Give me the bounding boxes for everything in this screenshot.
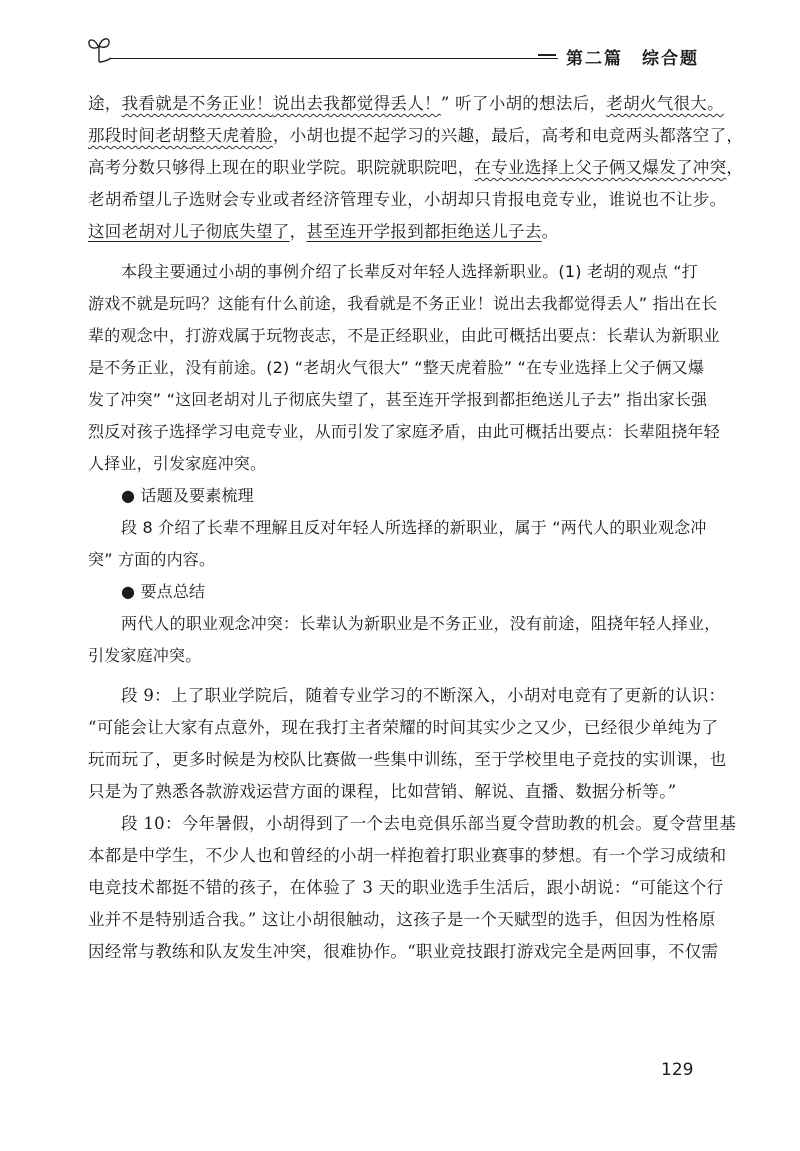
header-dash xyxy=(538,54,556,56)
analysis-line: 辈的观念中，打游戏属于玩物丧志，不是正经职业，由此可概括出要点：长辈认为新职业 xyxy=(88,326,720,345)
page-number: 129 xyxy=(661,1060,694,1080)
text-span: 。 xyxy=(541,222,559,241)
paragraph-9-line: 只是为了熟悉各款游戏运营方面的课程，比如营销、解说、直播、数据分析等。” xyxy=(88,782,677,801)
underlined-phrase: 甚至连开学报到都拒绝送儿子去 xyxy=(306,222,542,241)
analysis-line: 游戏不就是玩吗？这能有什么前途，我看就是不务正业！说出去我都觉得丢人” 指出在长 xyxy=(88,294,718,313)
text-line xyxy=(88,88,724,120)
text-line: 老胡希望儿子选财会专业或者经济管理专业，小胡却只肯报电竞专业，谁说也不让步。 xyxy=(88,190,727,209)
header-rule xyxy=(110,58,558,59)
wavy-underlined-phrase: 整天虎着脸 xyxy=(188,126,273,145)
text-line xyxy=(88,152,744,184)
underlined-phrase: 这回老胡对儿子彻底失望了 xyxy=(88,222,290,241)
analysis-line: 烈反对孩子选择学习电竞专业，从而引发了家庭矛盾，由此可概括出要点：长辈阻挠年轻 xyxy=(88,422,720,441)
text-line xyxy=(88,216,702,248)
topic-line: 段 8 介绍了长辈不理解且反对年轻人所选择的新职业，属于 “两代人的职业观念冲 xyxy=(121,518,707,537)
text-line xyxy=(88,120,744,152)
text-span: ” 听了小胡的想法后， xyxy=(440,94,607,113)
wavy-underlined-phrase: 在专业选择上父子俩又爆发了冲突 xyxy=(474,158,727,177)
wavy-underlined-phrase: 我看就是不务正业！ xyxy=(121,94,273,113)
body-text xyxy=(88,88,744,968)
topic-heading: ● 话题及要素梳理 xyxy=(121,486,254,505)
paragraph-9-line: 玩而玩了，更多时候是为校队比赛做一些集中训练，至于学校里电子竞技的实训课，也 xyxy=(88,750,727,769)
wavy-underlined-phrase: 老胡火气很大。 xyxy=(606,94,724,113)
analysis-line: 发了冲突” “这回老胡对儿子彻底失望了，甚至连开学报到都拒绝送儿子去” 指出家长强 xyxy=(88,390,708,409)
text-span: 途， xyxy=(88,94,122,113)
analysis-line: 是不务正业，没有前途。(2) “老胡火气很大” “整天虎着脸” “在专业选择上父子俩又爆 xyxy=(88,358,705,377)
topic-line: 突” 方面的内容。 xyxy=(88,550,216,569)
sprout-icon xyxy=(86,30,112,64)
summary-line: 引发家庭冲突。 xyxy=(88,646,202,665)
text-span: 高考分数只够得上现在的职业学院。职院就职院吧， xyxy=(88,158,475,177)
paragraph-10-line: 本都是中学生，不少人也和曾经的小胡一样抱着打职业赛事的梦想。有一个学习成绩和 xyxy=(88,846,727,865)
paragraph-10-line: 电竞技术都挺不错的孩子，在体验了 3 天的职业选手生活后，跟小胡说：“可能这个行 xyxy=(88,878,724,897)
analysis-line: 人择业，引发家庭冲突。 xyxy=(88,454,267,473)
text-span: ， xyxy=(726,158,744,177)
summary-heading: ● 要点总结 xyxy=(121,582,206,601)
paragraph-10-line: 业并不是特别适合我。” 这让小胡很触动，这孩子是一个天赋型的选手，但因为性格原 xyxy=(88,910,716,929)
wavy-underlined-phrase: 说出去我都觉得丢人！ xyxy=(272,94,441,113)
paragraph-10-line: 段 10：今年暑假，小胡得到了一个去电竞俱乐部当夏令营助教的机会。夏令营里基 xyxy=(121,814,737,833)
analysis-line: 本段主要通过小胡的事例介绍了长辈反对年轻人选择新职业。(1) 老胡的观点 “打 xyxy=(121,262,698,281)
text-span: ， xyxy=(289,222,307,241)
wavy-underlined-phrase: 那段时间老胡 xyxy=(88,126,189,145)
paragraph-9-line: 段 9：上了职业学院后，随着专业学习的不断深入，小胡对电竞有了更新的认识： xyxy=(121,686,726,705)
text-span: ，小胡也提不起学习的兴趣，最后，高考和电竞两头都落空了， xyxy=(272,126,744,145)
summary-line: 两代人的职业观念冲突：长辈认为新职业是不务正业，没有前途，阻挠年轻人择业， xyxy=(121,614,721,633)
running-header-title: 第二篇 综合题 xyxy=(566,49,699,69)
paragraph-10-line: 因经常与教练和队友发生冲突，很难协作。“职业竞技跟打游戏完全是两回事，不仅需 xyxy=(88,942,719,961)
paragraph-9-line: “可能会让大家有点意外，现在我打主者荣耀的时间其实少之又少，已经很少单纯为了 xyxy=(88,718,719,737)
